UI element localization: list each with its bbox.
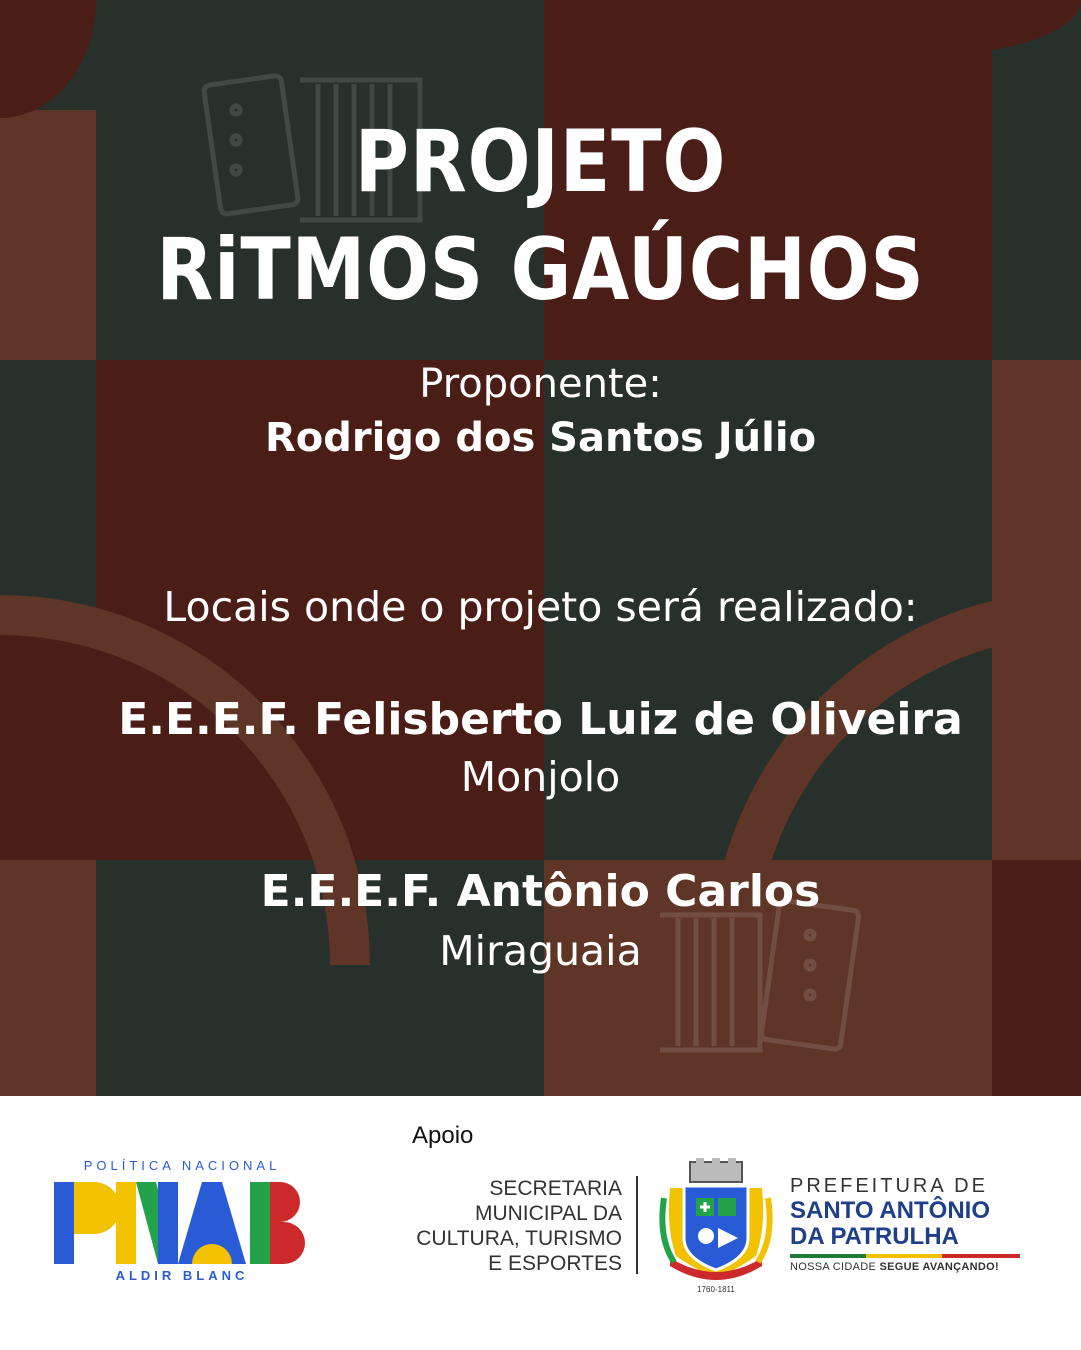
footer-sponsors — [0, 1096, 1081, 1350]
title-line-2: RiTMOS GAÚCHOS — [156, 220, 925, 320]
prefeitura-line-1: PREFEITURA DE — [790, 1175, 988, 1197]
coat-year-text: 1760-1811 — [697, 1285, 735, 1294]
prefeitura-line-3: DA PATRULHA — [790, 1223, 959, 1250]
secretaria-line-2: MUNICIPAL DA — [474, 1202, 622, 1225]
slogan-regular: NOSSA CIDADE — [790, 1261, 880, 1273]
secretaria-line-3: CULTURA, TURISMO — [416, 1227, 622, 1250]
location-2-name: E.E.E.F. Antônio Carlos — [260, 866, 821, 917]
prefeitura-logo — [790, 1174, 1030, 1276]
prefeitura-slogan — [790, 1258, 1030, 1276]
locais-label: Locais onde o projeto será realizado: — [163, 583, 918, 631]
slogan-bold: SEGUE AVANÇANDO! — [879, 1261, 999, 1273]
project-title — [0, 108, 1081, 324]
pnab-top-text: POLÍTICA NACIONAL — [83, 1158, 281, 1173]
footer-divider — [636, 1176, 638, 1274]
pnab-logo — [54, 1158, 310, 1288]
coat-of-arms-icon — [656, 1158, 776, 1298]
pnab-letters-icon — [54, 1180, 310, 1266]
apoio-label: Apoio — [412, 1122, 474, 1149]
location-1-name: E.E.E.F. Felisberto Luiz de Oliveira — [118, 694, 963, 745]
proponente-label: Proponente: — [419, 361, 662, 407]
secretaria-text — [380, 1176, 622, 1276]
location-2-place: Miraguaia — [439, 927, 642, 975]
secretaria-line-4: E ESPORTES — [488, 1252, 622, 1275]
location-1-place: Monjolo — [460, 753, 621, 801]
pnab-bottom-text: ALDIR BLANC — [115, 1268, 249, 1283]
proponente-name: Rodrigo dos Santos Júlio — [264, 415, 817, 461]
secretaria-line-1: SECRETARIA — [489, 1177, 622, 1200]
prefeitura-line-2: SANTO ANTÔNIO — [790, 1197, 991, 1224]
title-line-1: PROJETO — [354, 112, 727, 212]
